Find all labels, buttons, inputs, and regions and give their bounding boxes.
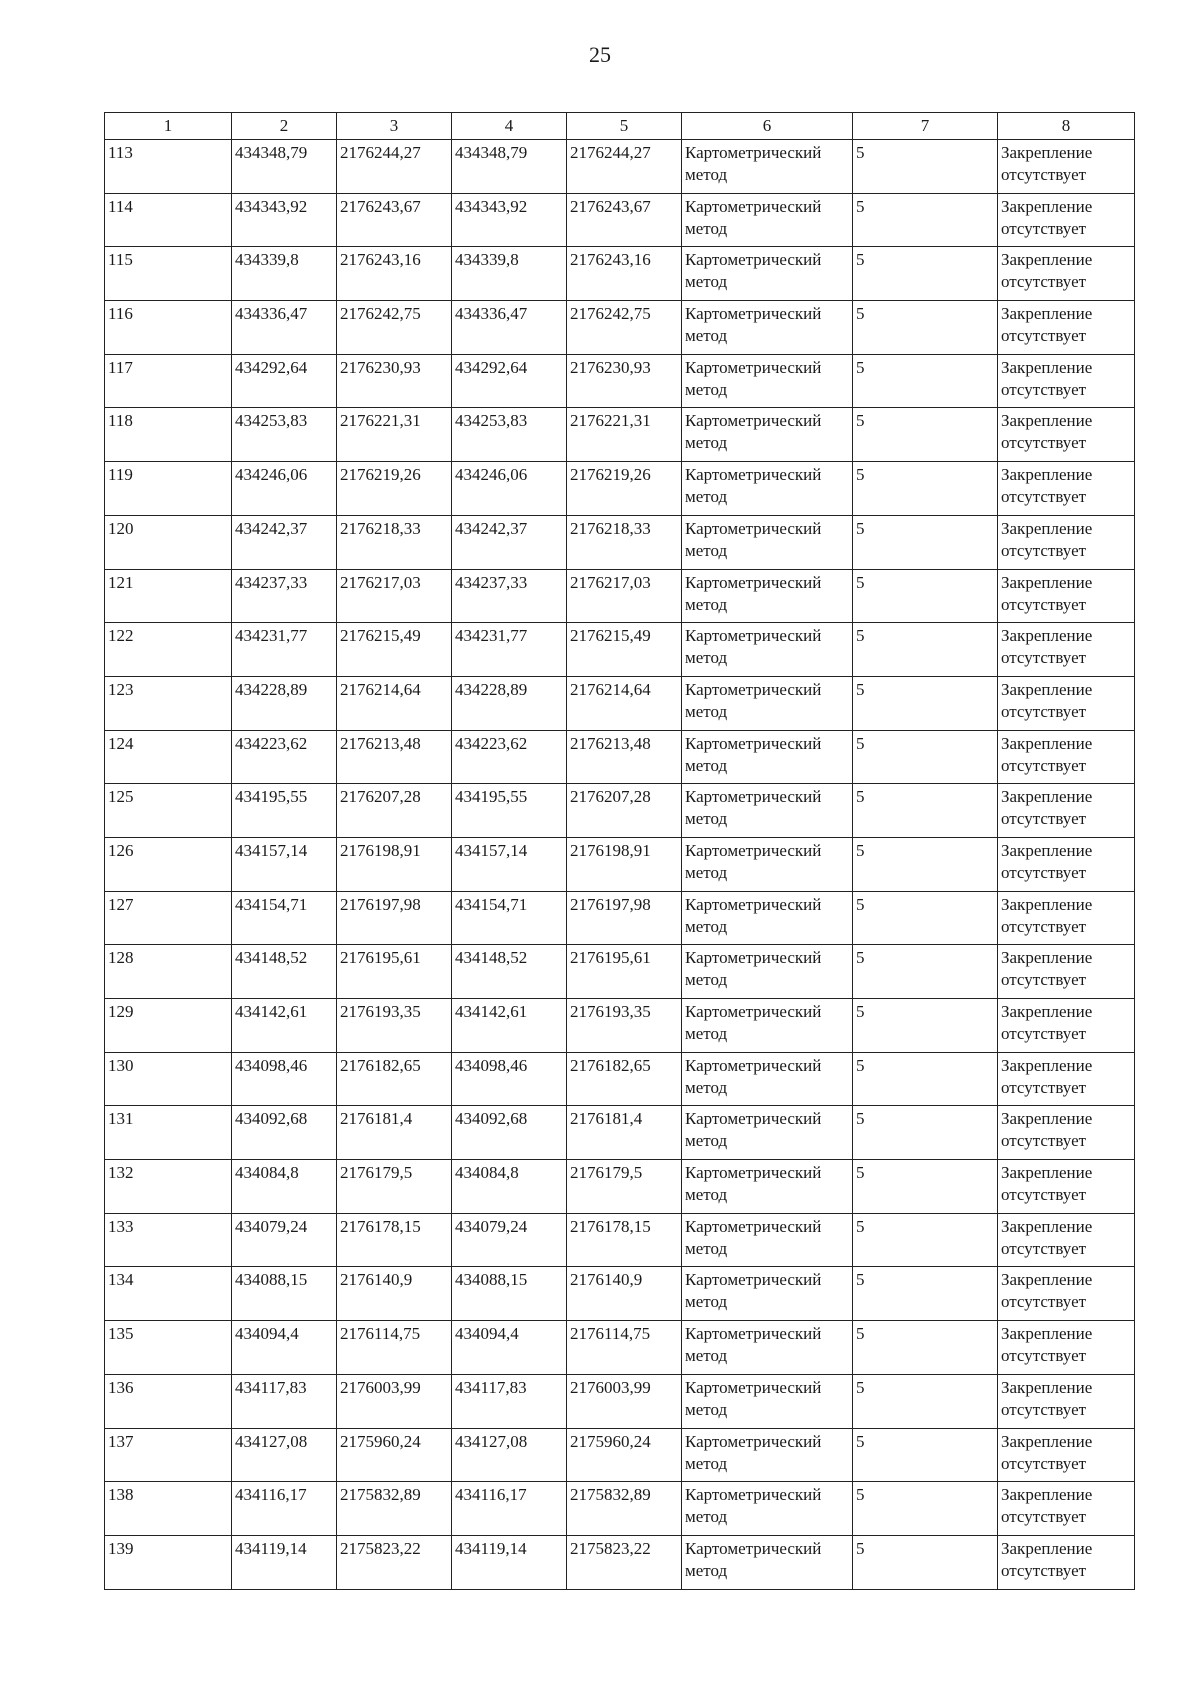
table-row xyxy=(105,1267,1135,1321)
accuracy-cell: 5 xyxy=(853,837,998,891)
x-coordinate-cell: 434253,83 xyxy=(452,408,567,462)
fixing-description-cell: Закрепление отсутствует xyxy=(998,1213,1135,1267)
x-coordinate-cell: 434343,92 xyxy=(452,193,567,247)
x-coordinate-cell: 434223,62 xyxy=(452,730,567,784)
accuracy-cell: 5 xyxy=(853,1052,998,1106)
y-coordinate-cell: 2176114,75 xyxy=(567,1321,682,1375)
table-row xyxy=(105,193,1135,247)
method-cell: Картометрический метод xyxy=(682,462,853,516)
method-cell: Картометрический метод xyxy=(682,569,853,623)
y-coordinate-cell: 2176179,5 xyxy=(337,1160,452,1214)
table-row xyxy=(105,1160,1135,1214)
point-number-cell: 114 xyxy=(105,193,232,247)
y-coordinate-cell: 2176182,65 xyxy=(567,1052,682,1106)
x-coordinate-cell: 434119,14 xyxy=(452,1535,567,1589)
method-cell: Картометрический метод xyxy=(682,623,853,677)
table-row xyxy=(105,1428,1135,1482)
fixing-description-cell: Закрепление отсутствует xyxy=(998,569,1135,623)
x-coordinate-cell: 434119,14 xyxy=(232,1535,337,1589)
y-coordinate-cell: 2176197,98 xyxy=(337,891,452,945)
point-number-cell: 135 xyxy=(105,1321,232,1375)
fixing-description-cell: Закрепление отсутствует xyxy=(998,623,1135,677)
y-coordinate-cell: 2176244,27 xyxy=(567,140,682,194)
point-number-cell: 119 xyxy=(105,462,232,516)
x-coordinate-cell: 434157,14 xyxy=(232,837,337,891)
point-number-cell: 136 xyxy=(105,1374,232,1428)
accuracy-cell: 5 xyxy=(853,1535,998,1589)
x-coordinate-cell: 434079,24 xyxy=(232,1213,337,1267)
x-coordinate-cell: 434094,4 xyxy=(452,1321,567,1375)
y-coordinate-cell: 2176243,16 xyxy=(337,247,452,301)
y-coordinate-cell: 2176219,26 xyxy=(567,462,682,516)
fixing-description-cell: Закрепление отсутствует xyxy=(998,140,1135,194)
accuracy-cell: 5 xyxy=(853,354,998,408)
y-coordinate-cell: 2176195,61 xyxy=(337,945,452,999)
y-coordinate-cell: 2176221,31 xyxy=(567,408,682,462)
column-header: 4 xyxy=(452,113,567,140)
x-coordinate-cell: 434343,92 xyxy=(232,193,337,247)
fixing-description-cell: Закрепление отсутствует xyxy=(998,676,1135,730)
point-number-cell: 115 xyxy=(105,247,232,301)
accuracy-cell: 5 xyxy=(853,1321,998,1375)
table-body xyxy=(105,140,1135,1590)
fixing-description-cell: Закрепление отсутствует xyxy=(998,837,1135,891)
y-coordinate-cell: 2176243,67 xyxy=(337,193,452,247)
method-cell: Картометрический метод xyxy=(682,730,853,784)
fixing-description-cell: Закрепление отсутствует xyxy=(998,247,1135,301)
y-coordinate-cell: 2176114,75 xyxy=(337,1321,452,1375)
column-header: 8 xyxy=(998,113,1135,140)
x-coordinate-cell: 434117,83 xyxy=(232,1374,337,1428)
x-coordinate-cell: 434336,47 xyxy=(232,301,337,355)
y-coordinate-cell: 2176140,9 xyxy=(567,1267,682,1321)
method-cell: Картометрический метод xyxy=(682,247,853,301)
x-coordinate-cell: 434092,68 xyxy=(232,1106,337,1160)
x-coordinate-cell: 434127,08 xyxy=(232,1428,337,1482)
table-row xyxy=(105,1106,1135,1160)
accuracy-cell: 5 xyxy=(853,1106,998,1160)
y-coordinate-cell: 2176242,75 xyxy=(337,301,452,355)
accuracy-cell: 5 xyxy=(853,408,998,462)
fixing-description-cell: Закрепление отсутствует xyxy=(998,515,1135,569)
method-cell: Картометрический метод xyxy=(682,1535,853,1589)
y-coordinate-cell: 2176193,35 xyxy=(567,999,682,1053)
table-row xyxy=(105,623,1135,677)
x-coordinate-cell: 434117,83 xyxy=(452,1374,567,1428)
point-number-cell: 129 xyxy=(105,999,232,1053)
x-coordinate-cell: 434094,4 xyxy=(232,1321,337,1375)
table-row xyxy=(105,569,1135,623)
point-number-cell: 122 xyxy=(105,623,232,677)
y-coordinate-cell: 2176244,27 xyxy=(337,140,452,194)
table-row xyxy=(105,891,1135,945)
point-number-cell: 117 xyxy=(105,354,232,408)
y-coordinate-cell: 2175832,89 xyxy=(567,1482,682,1536)
page-number: 25 xyxy=(589,42,611,67)
x-coordinate-cell: 434088,15 xyxy=(452,1267,567,1321)
y-coordinate-cell: 2176214,64 xyxy=(567,676,682,730)
column-header: 3 xyxy=(337,113,452,140)
method-cell: Картометрический метод xyxy=(682,1374,853,1428)
table-row xyxy=(105,1052,1135,1106)
x-coordinate-cell: 434084,8 xyxy=(232,1160,337,1214)
table-row xyxy=(105,1321,1135,1375)
x-coordinate-cell: 434195,55 xyxy=(452,784,567,838)
table-row xyxy=(105,730,1135,784)
column-header: 2 xyxy=(232,113,337,140)
table-header-row xyxy=(105,113,1135,140)
x-coordinate-cell: 434348,79 xyxy=(232,140,337,194)
x-coordinate-cell: 434253,83 xyxy=(232,408,337,462)
x-coordinate-cell: 434079,24 xyxy=(452,1213,567,1267)
y-coordinate-cell: 2176178,15 xyxy=(567,1213,682,1267)
accuracy-cell: 5 xyxy=(853,301,998,355)
method-cell: Картометрический метод xyxy=(682,1106,853,1160)
accuracy-cell: 5 xyxy=(853,1428,998,1482)
method-cell: Картометрический метод xyxy=(682,1428,853,1482)
method-cell: Картометрический метод xyxy=(682,1213,853,1267)
method-cell: Картометрический метод xyxy=(682,301,853,355)
fixing-description-cell: Закрепление отсутствует xyxy=(998,730,1135,784)
table-row xyxy=(105,676,1135,730)
x-coordinate-cell: 434339,8 xyxy=(232,247,337,301)
y-coordinate-cell: 2176214,64 xyxy=(337,676,452,730)
x-coordinate-cell: 434148,52 xyxy=(232,945,337,999)
method-cell: Картометрический метод xyxy=(682,1482,853,1536)
method-cell: Картометрический метод xyxy=(682,140,853,194)
fixing-description-cell: Закрепление отсутствует xyxy=(998,1160,1135,1214)
table-row xyxy=(105,515,1135,569)
accuracy-cell: 5 xyxy=(853,193,998,247)
point-number-cell: 132 xyxy=(105,1160,232,1214)
fixing-description-cell: Закрепление отсутствует xyxy=(998,784,1135,838)
fixing-description-cell: Закрепление отсутствует xyxy=(998,891,1135,945)
x-coordinate-cell: 434228,89 xyxy=(452,676,567,730)
point-number-cell: 113 xyxy=(105,140,232,194)
point-number-cell: 134 xyxy=(105,1267,232,1321)
x-coordinate-cell: 434292,64 xyxy=(232,354,337,408)
method-cell: Картометрический метод xyxy=(682,515,853,569)
table-row xyxy=(105,1213,1135,1267)
y-coordinate-cell: 2176140,9 xyxy=(337,1267,452,1321)
x-coordinate-cell: 434348,79 xyxy=(452,140,567,194)
y-coordinate-cell: 2176207,28 xyxy=(567,784,682,838)
x-coordinate-cell: 434292,64 xyxy=(452,354,567,408)
y-coordinate-cell: 2176198,91 xyxy=(567,837,682,891)
table-row xyxy=(105,462,1135,516)
point-number-cell: 116 xyxy=(105,301,232,355)
accuracy-cell: 5 xyxy=(853,784,998,838)
x-coordinate-cell: 434098,46 xyxy=(452,1052,567,1106)
fixing-description-cell: Закрепление отсутствует xyxy=(998,462,1135,516)
x-coordinate-cell: 434157,14 xyxy=(452,837,567,891)
x-coordinate-cell: 434237,33 xyxy=(232,569,337,623)
y-coordinate-cell: 2176218,33 xyxy=(337,515,452,569)
fixing-description-cell: Закрепление отсутствует xyxy=(998,193,1135,247)
y-coordinate-cell: 2176221,31 xyxy=(337,408,452,462)
table-row xyxy=(105,1482,1135,1536)
method-cell: Картометрический метод xyxy=(682,1052,853,1106)
fixing-description-cell: Закрепление отсутствует xyxy=(998,1106,1135,1160)
y-coordinate-cell: 2176217,03 xyxy=(337,569,452,623)
accuracy-cell: 5 xyxy=(853,569,998,623)
point-number-cell: 128 xyxy=(105,945,232,999)
y-coordinate-cell: 2176230,93 xyxy=(567,354,682,408)
x-coordinate-cell: 434116,17 xyxy=(232,1482,337,1536)
y-coordinate-cell: 2176003,99 xyxy=(337,1374,452,1428)
method-cell: Картометрический метод xyxy=(682,837,853,891)
accuracy-cell: 5 xyxy=(853,140,998,194)
column-header: 7 xyxy=(853,113,998,140)
x-coordinate-cell: 434154,71 xyxy=(232,891,337,945)
y-coordinate-cell: 2175823,22 xyxy=(567,1535,682,1589)
x-coordinate-cell: 434092,68 xyxy=(452,1106,567,1160)
x-coordinate-cell: 434231,77 xyxy=(452,623,567,677)
point-number-cell: 137 xyxy=(105,1428,232,1482)
y-coordinate-cell: 2175832,89 xyxy=(337,1482,452,1536)
table-row xyxy=(105,354,1135,408)
x-coordinate-cell: 434242,37 xyxy=(232,515,337,569)
table-row xyxy=(105,408,1135,462)
fixing-description-cell: Закрепление отсутствует xyxy=(998,999,1135,1053)
table-row xyxy=(105,301,1135,355)
method-cell: Картометрический метод xyxy=(682,945,853,999)
x-coordinate-cell: 434242,37 xyxy=(452,515,567,569)
point-number-cell: 131 xyxy=(105,1106,232,1160)
y-coordinate-cell: 2176195,61 xyxy=(567,945,682,999)
y-coordinate-cell: 2176193,35 xyxy=(337,999,452,1053)
x-coordinate-cell: 434246,06 xyxy=(232,462,337,516)
x-coordinate-cell: 434231,77 xyxy=(232,623,337,677)
fixing-description-cell: Закрепление отсутствует xyxy=(998,1052,1135,1106)
column-header: 1 xyxy=(105,113,232,140)
point-number-cell: 126 xyxy=(105,837,232,891)
fixing-description-cell: Закрепление отсутствует xyxy=(998,1267,1135,1321)
accuracy-cell: 5 xyxy=(853,462,998,516)
fixing-description-cell: Закрепление отсутствует xyxy=(998,301,1135,355)
accuracy-cell: 5 xyxy=(853,515,998,569)
accuracy-cell: 5 xyxy=(853,730,998,784)
table-row xyxy=(105,1535,1135,1589)
y-coordinate-cell: 2176218,33 xyxy=(567,515,682,569)
fixing-description-cell: Закрепление отсутствует xyxy=(998,354,1135,408)
y-coordinate-cell: 2176179,5 xyxy=(567,1160,682,1214)
x-coordinate-cell: 434127,08 xyxy=(452,1428,567,1482)
y-coordinate-cell: 2176003,99 xyxy=(567,1374,682,1428)
table-row xyxy=(105,247,1135,301)
method-cell: Картометрический метод xyxy=(682,1321,853,1375)
y-coordinate-cell: 2176215,49 xyxy=(567,623,682,677)
fixing-description-cell: Закрепление отсутствует xyxy=(998,408,1135,462)
accuracy-cell: 5 xyxy=(853,1213,998,1267)
point-number-cell: 121 xyxy=(105,569,232,623)
x-coordinate-cell: 434088,15 xyxy=(232,1267,337,1321)
fixing-description-cell: Закрепление отсутствует xyxy=(998,1482,1135,1536)
point-number-cell: 130 xyxy=(105,1052,232,1106)
fixing-description-cell: Закрепление отсутствует xyxy=(998,1321,1135,1375)
y-coordinate-cell: 2176181,4 xyxy=(337,1106,452,1160)
x-coordinate-cell: 434098,46 xyxy=(232,1052,337,1106)
coordinates-table xyxy=(104,112,1135,1590)
y-coordinate-cell: 2176197,98 xyxy=(567,891,682,945)
method-cell: Картометрический метод xyxy=(682,784,853,838)
y-coordinate-cell: 2176198,91 xyxy=(337,837,452,891)
x-coordinate-cell: 434223,62 xyxy=(232,730,337,784)
table-row xyxy=(105,837,1135,891)
y-coordinate-cell: 2176213,48 xyxy=(567,730,682,784)
accuracy-cell: 5 xyxy=(853,676,998,730)
accuracy-cell: 5 xyxy=(853,1267,998,1321)
accuracy-cell: 5 xyxy=(853,1374,998,1428)
fixing-description-cell: Закрепление отсутствует xyxy=(998,1374,1135,1428)
point-number-cell: 123 xyxy=(105,676,232,730)
y-coordinate-cell: 2176182,65 xyxy=(337,1052,452,1106)
accuracy-cell: 5 xyxy=(853,1482,998,1536)
x-coordinate-cell: 434142,61 xyxy=(232,999,337,1053)
x-coordinate-cell: 434228,89 xyxy=(232,676,337,730)
point-number-cell: 120 xyxy=(105,515,232,569)
column-header: 5 xyxy=(567,113,682,140)
y-coordinate-cell: 2176178,15 xyxy=(337,1213,452,1267)
table-row xyxy=(105,784,1135,838)
x-coordinate-cell: 434142,61 xyxy=(452,999,567,1053)
accuracy-cell: 5 xyxy=(853,945,998,999)
accuracy-cell: 5 xyxy=(853,1160,998,1214)
accuracy-cell: 5 xyxy=(853,999,998,1053)
y-coordinate-cell: 2176213,48 xyxy=(337,730,452,784)
y-coordinate-cell: 2176217,03 xyxy=(567,569,682,623)
point-number-cell: 127 xyxy=(105,891,232,945)
point-number-cell: 133 xyxy=(105,1213,232,1267)
y-coordinate-cell: 2176215,49 xyxy=(337,623,452,677)
accuracy-cell: 5 xyxy=(853,247,998,301)
y-coordinate-cell: 2175960,24 xyxy=(567,1428,682,1482)
method-cell: Картометрический метод xyxy=(682,354,853,408)
table-row xyxy=(105,945,1135,999)
point-number-cell: 125 xyxy=(105,784,232,838)
x-coordinate-cell: 434154,71 xyxy=(452,891,567,945)
method-cell: Картометрический метод xyxy=(682,999,853,1053)
accuracy-cell: 5 xyxy=(853,623,998,677)
x-coordinate-cell: 434195,55 xyxy=(232,784,337,838)
table-row xyxy=(105,1374,1135,1428)
method-cell: Картометрический метод xyxy=(682,676,853,730)
x-coordinate-cell: 434237,33 xyxy=(452,569,567,623)
fixing-description-cell: Закрепление отсутствует xyxy=(998,1428,1135,1482)
point-number-cell: 138 xyxy=(105,1482,232,1536)
method-cell: Картометрический метод xyxy=(682,1160,853,1214)
y-coordinate-cell: 2175823,22 xyxy=(337,1535,452,1589)
x-coordinate-cell: 434339,8 xyxy=(452,247,567,301)
y-coordinate-cell: 2176243,16 xyxy=(567,247,682,301)
point-number-cell: 118 xyxy=(105,408,232,462)
method-cell: Картометрический метод xyxy=(682,891,853,945)
accuracy-cell: 5 xyxy=(853,891,998,945)
column-header: 6 xyxy=(682,113,853,140)
fixing-description-cell: Закрепление отсутствует xyxy=(998,1535,1135,1589)
y-coordinate-cell: 2176219,26 xyxy=(337,462,452,516)
table-row xyxy=(105,999,1135,1053)
point-number-cell: 139 xyxy=(105,1535,232,1589)
x-coordinate-cell: 434116,17 xyxy=(452,1482,567,1536)
y-coordinate-cell: 2176230,93 xyxy=(337,354,452,408)
table-row xyxy=(105,140,1135,194)
point-number-cell: 124 xyxy=(105,730,232,784)
x-coordinate-cell: 434246,06 xyxy=(452,462,567,516)
y-coordinate-cell: 2175960,24 xyxy=(337,1428,452,1482)
y-coordinate-cell: 2176243,67 xyxy=(567,193,682,247)
x-coordinate-cell: 434084,8 xyxy=(452,1160,567,1214)
method-cell: Картометрический метод xyxy=(682,1267,853,1321)
fixing-description-cell: Закрепление отсутствует xyxy=(998,945,1135,999)
y-coordinate-cell: 2176207,28 xyxy=(337,784,452,838)
method-cell: Картометрический метод xyxy=(682,408,853,462)
x-coordinate-cell: 434148,52 xyxy=(452,945,567,999)
y-coordinate-cell: 2176242,75 xyxy=(567,301,682,355)
method-cell: Картометрический метод xyxy=(682,193,853,247)
y-coordinate-cell: 2176181,4 xyxy=(567,1106,682,1160)
x-coordinate-cell: 434336,47 xyxy=(452,301,567,355)
